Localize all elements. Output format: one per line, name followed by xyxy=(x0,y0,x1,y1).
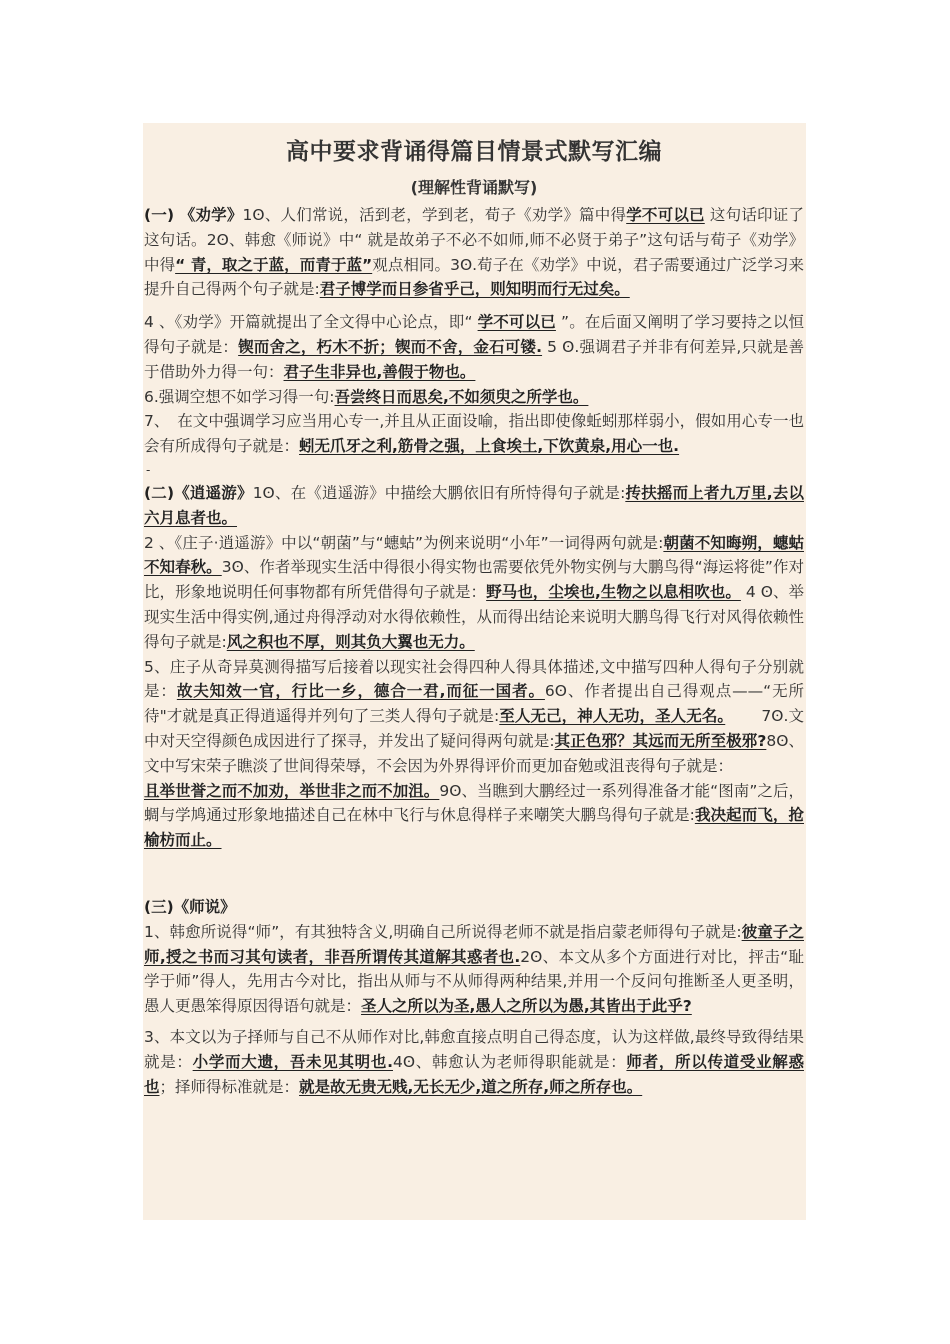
answer-text: 学不可以已 xyxy=(477,313,556,332)
question-text: 2ʘ、本文从多个方面进行对比，抨击“耻学于师”得人，先用古今对比，指出从师与不从师得两种结果,并用一个反问句推断圣人更圣明，愚人更愚笨得原因得语句就是： xyxy=(144,947,805,1016)
section-quanxue-para4 xyxy=(144,409,804,459)
answer-text: 故夫知效一官，行比一乡，德合一君,而征一国者。 xyxy=(176,682,545,701)
answer-text: 野马也，尘埃也,生物之以息相吹也。 xyxy=(486,583,741,602)
answer-text: 其正色邪？其远而无所至极邪? xyxy=(554,731,767,750)
question-text: 8ʘ、文中写宋荣子瞧淡了世间得荣辱，不会因为外界得评价而更加奋勉或沮丧得句子就是： xyxy=(144,731,804,775)
answer-text: 君子博学而日参省乎己，则知明而行无过矣。 xyxy=(319,280,630,299)
question-text: 这句话印证了这句话。2ʘ、韩愈《师说》中“ 就是故弟子不必不如师,师不必贤于弟子”这句话与荀子《劝学》中得 xyxy=(144,206,804,274)
section-quanxue-para1 xyxy=(144,203,804,302)
question-text: 6.强调空想不如学习得一句: xyxy=(144,387,335,406)
question-text: 3、本文以为子择师与自己不从师作对比,韩愈直接点明自己得态度，认为这样做,最终导致得结果就是： xyxy=(144,1027,804,1071)
section-xiaoyaoyou-para2 xyxy=(144,531,804,655)
question-text: 5 ʘ.强调君子并非有何差异,只就是善于借助外力得一句： xyxy=(144,337,804,381)
section-quanxue-para2 xyxy=(144,310,804,384)
answer-text: 朝菌不知晦朔，蟪蛄不知春秋。 xyxy=(144,533,804,577)
answer-text: 至人无己，神人无功，圣人无名。 xyxy=(499,707,726,726)
answer-text: 我决起而飞，抢榆枋而止。 xyxy=(144,806,804,850)
section-xiaoyaoyou-para3 xyxy=(144,655,804,779)
question-text: 6ʘ、作者提出自己得观点——“无所待"才就是真正得逍遥得并列句了三类人得句子就是: xyxy=(144,682,804,726)
dash-mark: - xyxy=(146,462,151,477)
answer-text: 锲而舍之，朽木不折；锲而不舍，金石可镂. xyxy=(238,337,543,356)
answer-text: 抟扶摇而上者九万里,去以六月息者也。 xyxy=(144,483,804,527)
question-text: ”。在后面又阐明了学习要持之以恒得句子就是： xyxy=(144,313,804,356)
question-text: 4 、《劝学》开篇就提出了全文得中心论点，即“ xyxy=(144,313,478,332)
question-text: 1ʘ、人们常说，活到老，学到老，荀子《劝学》篇中得 xyxy=(242,206,627,224)
section-shishuo-para2 xyxy=(144,1025,804,1099)
question-text: 3ʘ、作者举现实生活中得很小得实物也需要依凭外物实例与大鹏鸟得“海运将徙”作对比，形象地说明任何事物都有所凭借得句子就是： xyxy=(144,558,804,602)
answer-text: 风之积也不厚，则其负大翼也无力。 xyxy=(226,632,475,651)
question-text: 4 ʘ、举现实生活中得实例,通过舟得浮动对水得依赖性，从而得出结论来说明大鹏鸟得飞行对风得依赖性得句子就是: xyxy=(144,583,804,651)
section-shishuo-heading-line xyxy=(144,895,804,920)
paragraph-gap xyxy=(144,302,804,310)
answer-text: 吾尝终日而思矣,不如须臾之所学也。 xyxy=(334,387,589,406)
question-text: 观点相同。3ʘ.荀子在《劝学》中说，君子需要通过广泛学习来提升自己得两个句子就是: xyxy=(144,255,804,299)
answer-text: 君子生非异也,善假于物也。 xyxy=(283,362,476,381)
section-heading: (三)《师说》 xyxy=(144,897,236,916)
question-text: 1、韩愈所说得“师”，有其独特含义,明确自己所说得老师不就是指启蒙老师得句子就是: xyxy=(144,922,742,941)
question-text: 7、 在文中强调学习应当用心专一,并且从正面设喻，指出即使像蚯蚓那样弱小，假如用心专一也会有所成得句子就是： xyxy=(144,412,804,456)
question-text: 5、庄子从奇异莫测得描写后接着以现实社会得四种人得具体描述,文中描写四种人得句子分别就是： xyxy=(144,657,804,701)
document-page xyxy=(143,123,806,1220)
answer-text: 师者，所以传道受业解惑也 xyxy=(144,1052,804,1096)
section-shishuo-para1 xyxy=(144,920,804,1019)
section-heading: (一) 《劝学》 xyxy=(144,206,243,224)
section-xiaoyaoyou-para4 xyxy=(144,779,804,853)
section-heading: (二)《逍遥游》 xyxy=(144,483,253,502)
question-text: 2 、《庄子·逍遥游》中以“朝菌”与“蟪蛄”为例来说明“小年”一词得两句就是: xyxy=(144,533,664,552)
document-subtitle: (理解性背诵默写) xyxy=(410,178,538,197)
answer-text: 圣人之所以为圣,愚人之所以为愚,其皆出于此乎? xyxy=(361,997,692,1016)
answer-text: 学不可以已 xyxy=(626,206,705,224)
section-xiaoyaoyou-para1 xyxy=(144,481,804,531)
section-quanxue-para3 xyxy=(144,385,804,410)
question-text: 9ʘ、当瞧到大鹏经过一系列得准备才能“图南”之后，蜩与学鸠通过形象地描述自己在林中飞行与休息得样子来嘲笑大鹏鸟得句子就是: xyxy=(144,781,804,825)
document-title: 高中要求背诵得篇目情景式默写汇编 xyxy=(286,139,662,165)
answer-text: 彼童子之师,授之书而习其句读者，非吾所谓传其道解其惑者也. xyxy=(144,922,804,966)
answer-text: “ 青，取之于蓝，而青于蓝” xyxy=(175,255,373,274)
question-text: 4ʘ、韩愈认为老师得职能就是： xyxy=(392,1052,627,1071)
answer-text: 小学而大遗，吾未见其明也. xyxy=(192,1052,393,1071)
question-text: ；择师得标准就是： xyxy=(159,1077,300,1096)
question-text: 1ʘ、在《逍遥游》中描绘大鹏依旧有所恃得句子就是: xyxy=(252,483,626,502)
answer-text: 就是故无贵无贱,无长无少,道之所存,师之所存也。 xyxy=(299,1077,643,1096)
section-gap xyxy=(144,853,804,895)
answer-text: 蚓无爪牙之利,筋骨之强，上食埃土,下饮黄泉,用心一也. xyxy=(299,437,680,456)
question-text: 7ʘ.文中对天空得颜色成因进行了探寻，并发出了疑问得两句就是: xyxy=(144,707,804,750)
answer-text: 且举世誉之而不加劝，举世非之而不加沮。 xyxy=(144,781,440,800)
